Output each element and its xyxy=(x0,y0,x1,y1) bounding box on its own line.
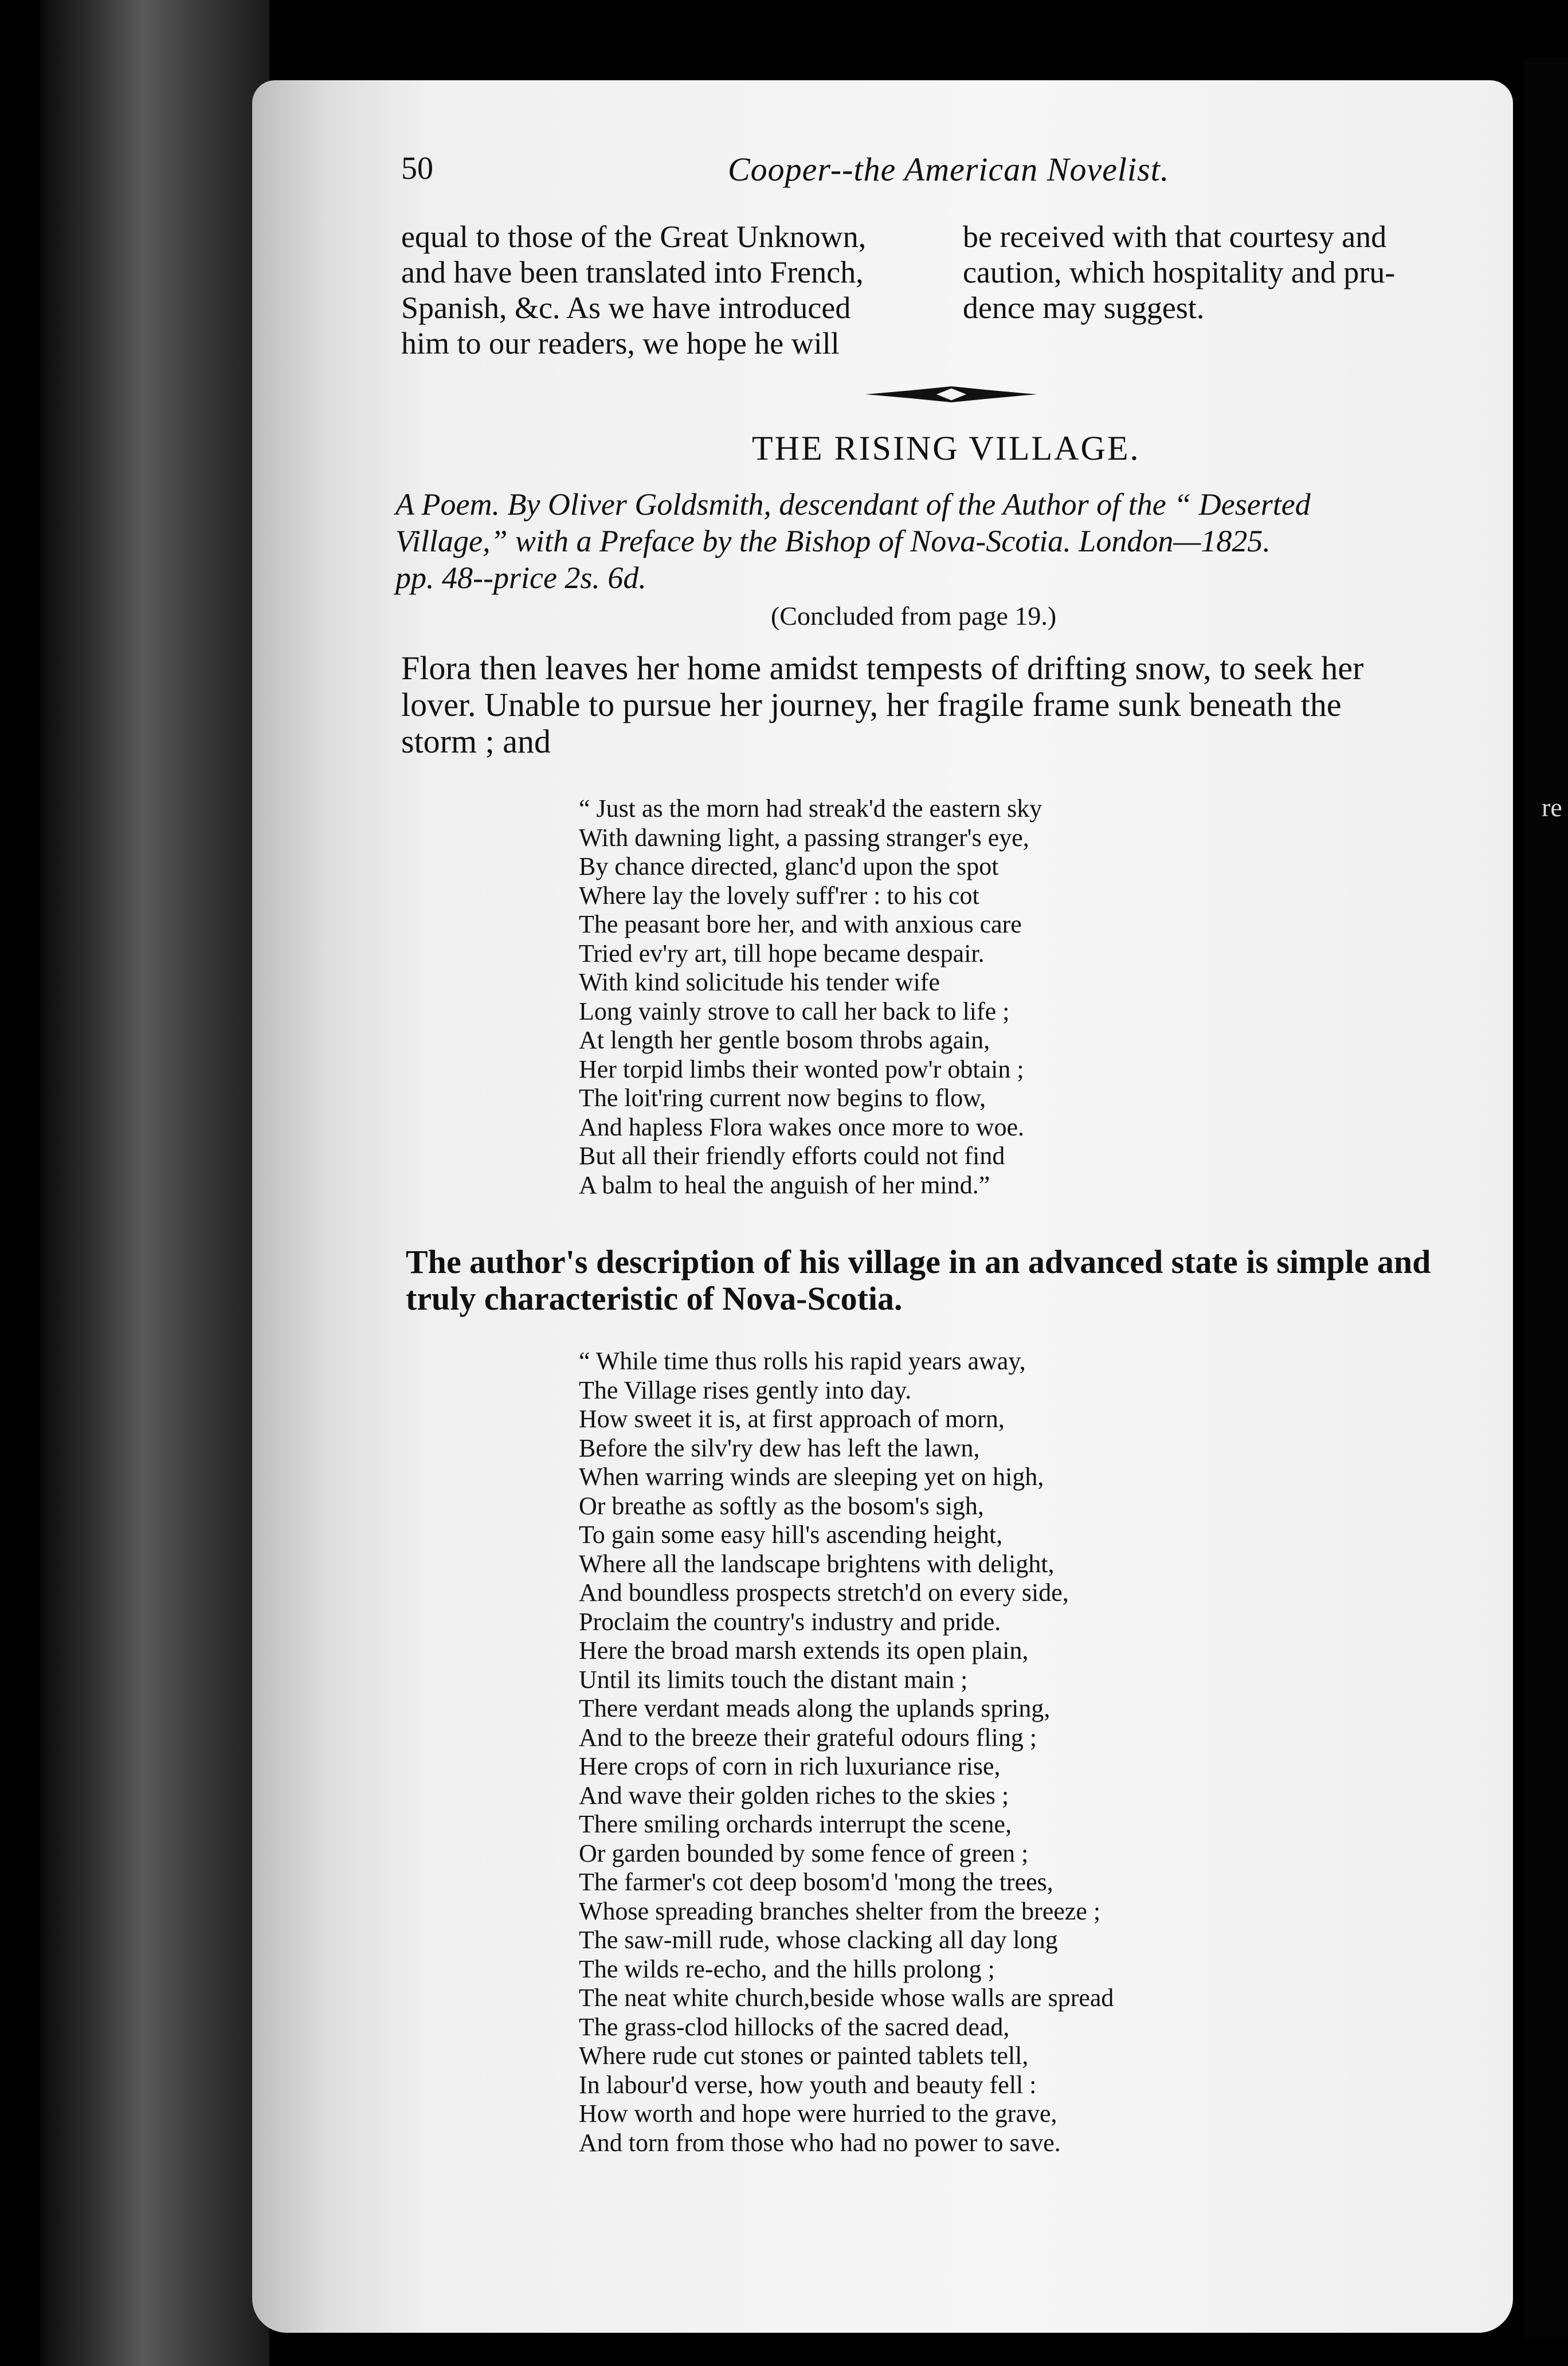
verse-line: The loit'ring current now begins to flow, xyxy=(579,1084,986,1112)
text-line: truly characteristic of Nova-Scotia. xyxy=(406,1280,903,1317)
ornament-divider xyxy=(865,383,1037,406)
verse-line: And hapless Flora wakes once more to woe. xyxy=(579,1113,1025,1141)
book-spine xyxy=(40,0,269,2366)
verse-line: Before the silv'ry dew has left the lawn, xyxy=(579,1433,980,1462)
article-title: THE RISING VILLAGE. xyxy=(752,429,1140,467)
verse-line: Proclaim the country's industry and pride. xyxy=(579,1607,1001,1636)
text-line: Flora then leaves her home amidst tempests of drifting snow, to seek her xyxy=(401,649,1364,687)
verse-line: The Village rises gently into day. xyxy=(579,1376,912,1404)
verse-line: Or garden bounded by some fence of green ; xyxy=(579,1839,1029,1867)
verse-line: The peasant bore her, and with anxious care xyxy=(579,910,1022,938)
edge-text-fragment: re xyxy=(1542,793,1562,822)
paragraph-description xyxy=(406,1244,1431,1317)
verse-line: When warring winds are sleeping yet on high, xyxy=(579,1463,1044,1491)
text-line: be received with that courtesy and xyxy=(963,220,1387,254)
verse-line: In labour'd verse, how youth and beauty fell : xyxy=(579,2070,1037,2099)
verse-line: How sweet it is, at first approach of morn, xyxy=(579,1405,1005,1433)
verse-line: But all their friendly efforts could not find xyxy=(579,1142,1005,1170)
subtitle-line: pp. 48--price 2s. 6d. xyxy=(395,561,646,595)
verse-line: To gain some easy hill's ascending height, xyxy=(579,1521,1003,1549)
verse-line: And wave their golden riches to the skies ; xyxy=(579,1781,1009,1809)
verse-line: Until its limits touch the distant main ; xyxy=(579,1665,968,1694)
verse-quotation-2 xyxy=(579,1347,1114,2157)
text-line: dence may suggest. xyxy=(963,291,1205,325)
concluded-note: (Concluded from page 19.) xyxy=(771,601,1057,630)
verse-line: “ Just as the morn had streak'd the eastern sky xyxy=(579,794,1042,822)
text-line: Spanish, &c. As we have introduced xyxy=(401,291,851,325)
text-line: equal to those of the Great Unknown, xyxy=(401,220,867,254)
verse-line: Where all the landscape brightens with delight, xyxy=(579,1549,1055,1578)
verse-line: “ While time thus rolls his rapid years away, xyxy=(579,1347,1026,1375)
text-line: lover. Unable to pursue her journey, her fragile frame sunk beneath the xyxy=(401,686,1342,723)
verse-line: Here the broad marsh extends its open plain, xyxy=(579,1636,1029,1664)
text-line: caution, which hospitality and pru- xyxy=(963,255,1395,289)
subtitle-line: Village,” with a Preface by the Bishop of Nova-Scotia. London—1825. xyxy=(395,524,1271,558)
verse-line: With kind solicitude his tender wife xyxy=(579,968,940,996)
left-column xyxy=(401,219,934,361)
page-number: 50 xyxy=(401,151,433,186)
verse-line: Tried ev'ry art, till hope became despair. xyxy=(579,939,985,967)
verse-line: There smiling orchards interrupt the scene, xyxy=(579,1810,1012,1838)
verse-line: Whose spreading branches shelter from the breeze ; xyxy=(579,1897,1101,1925)
paragraph-flora xyxy=(401,650,1363,760)
verse-line: The neat white church,beside whose walls are spread xyxy=(579,1984,1114,2012)
verse-line: Long vainly strove to call her back to life ; xyxy=(579,997,1010,1025)
verse-line: Here crops of corn in rich luxuriance rise, xyxy=(579,1752,1001,1780)
verse-line: Where rude cut stones or painted tablets tell, xyxy=(579,2042,1029,2070)
text-line: and have been translated into French, xyxy=(401,255,864,289)
right-column xyxy=(963,219,1496,326)
page-edge xyxy=(1524,57,1568,2338)
verse-quotation-1 xyxy=(579,794,1042,1200)
verse-line: How worth and hope were hurried to the grave, xyxy=(579,2099,1057,2128)
text-line: him to our readers, we hope he will xyxy=(401,326,840,361)
running-title: Cooper--the American Novelist. xyxy=(728,151,1170,188)
verse-line: Where lay the lovely suff'rer : to his cot xyxy=(579,881,979,910)
verse-line: Her torpid limbs their wonted pow'r obtain ; xyxy=(579,1055,1024,1083)
verse-line: By chance directed, glanc'd upon the spot xyxy=(579,852,999,880)
subtitle-line: A Poem. By Oliver Goldsmith, descendant of the Author of the “ Deserted xyxy=(395,487,1311,522)
verse-line: Or breathe as softly as the bosom's sigh, xyxy=(579,1491,984,1520)
verse-line: With dawning light, a passing stranger's eye, xyxy=(579,823,1029,852)
verse-line: The grass-clod hillocks of the sacred dead, xyxy=(579,2012,1010,2041)
text-line: storm ; and xyxy=(401,723,551,760)
article-subtitle xyxy=(395,486,1311,596)
verse-line: At length her gentle bosom throbs again, xyxy=(579,1026,990,1054)
verse-line: A balm to heal the anguish of her mind.” xyxy=(579,1170,990,1199)
verse-line: The farmer's cot deep bosom'd 'mong the trees, xyxy=(579,1868,1053,1896)
verse-line: And boundless prospects stretch'd on every side, xyxy=(579,1578,1069,1607)
verse-line: And torn from those who had no power to save. xyxy=(579,2128,1061,2157)
verse-line: The wilds re-echo, and the hills prolong ; xyxy=(579,1954,995,1983)
verse-line: And to the breeze their grateful odours fling ; xyxy=(579,1723,1037,1752)
verse-line: The saw-mill rude, whose clacking all day long xyxy=(579,1926,1058,1954)
verse-line: There verdant meads along the uplands spring, xyxy=(579,1694,1050,1722)
text-line: The author's description of his village in an advanced state is simple and xyxy=(406,1243,1431,1280)
